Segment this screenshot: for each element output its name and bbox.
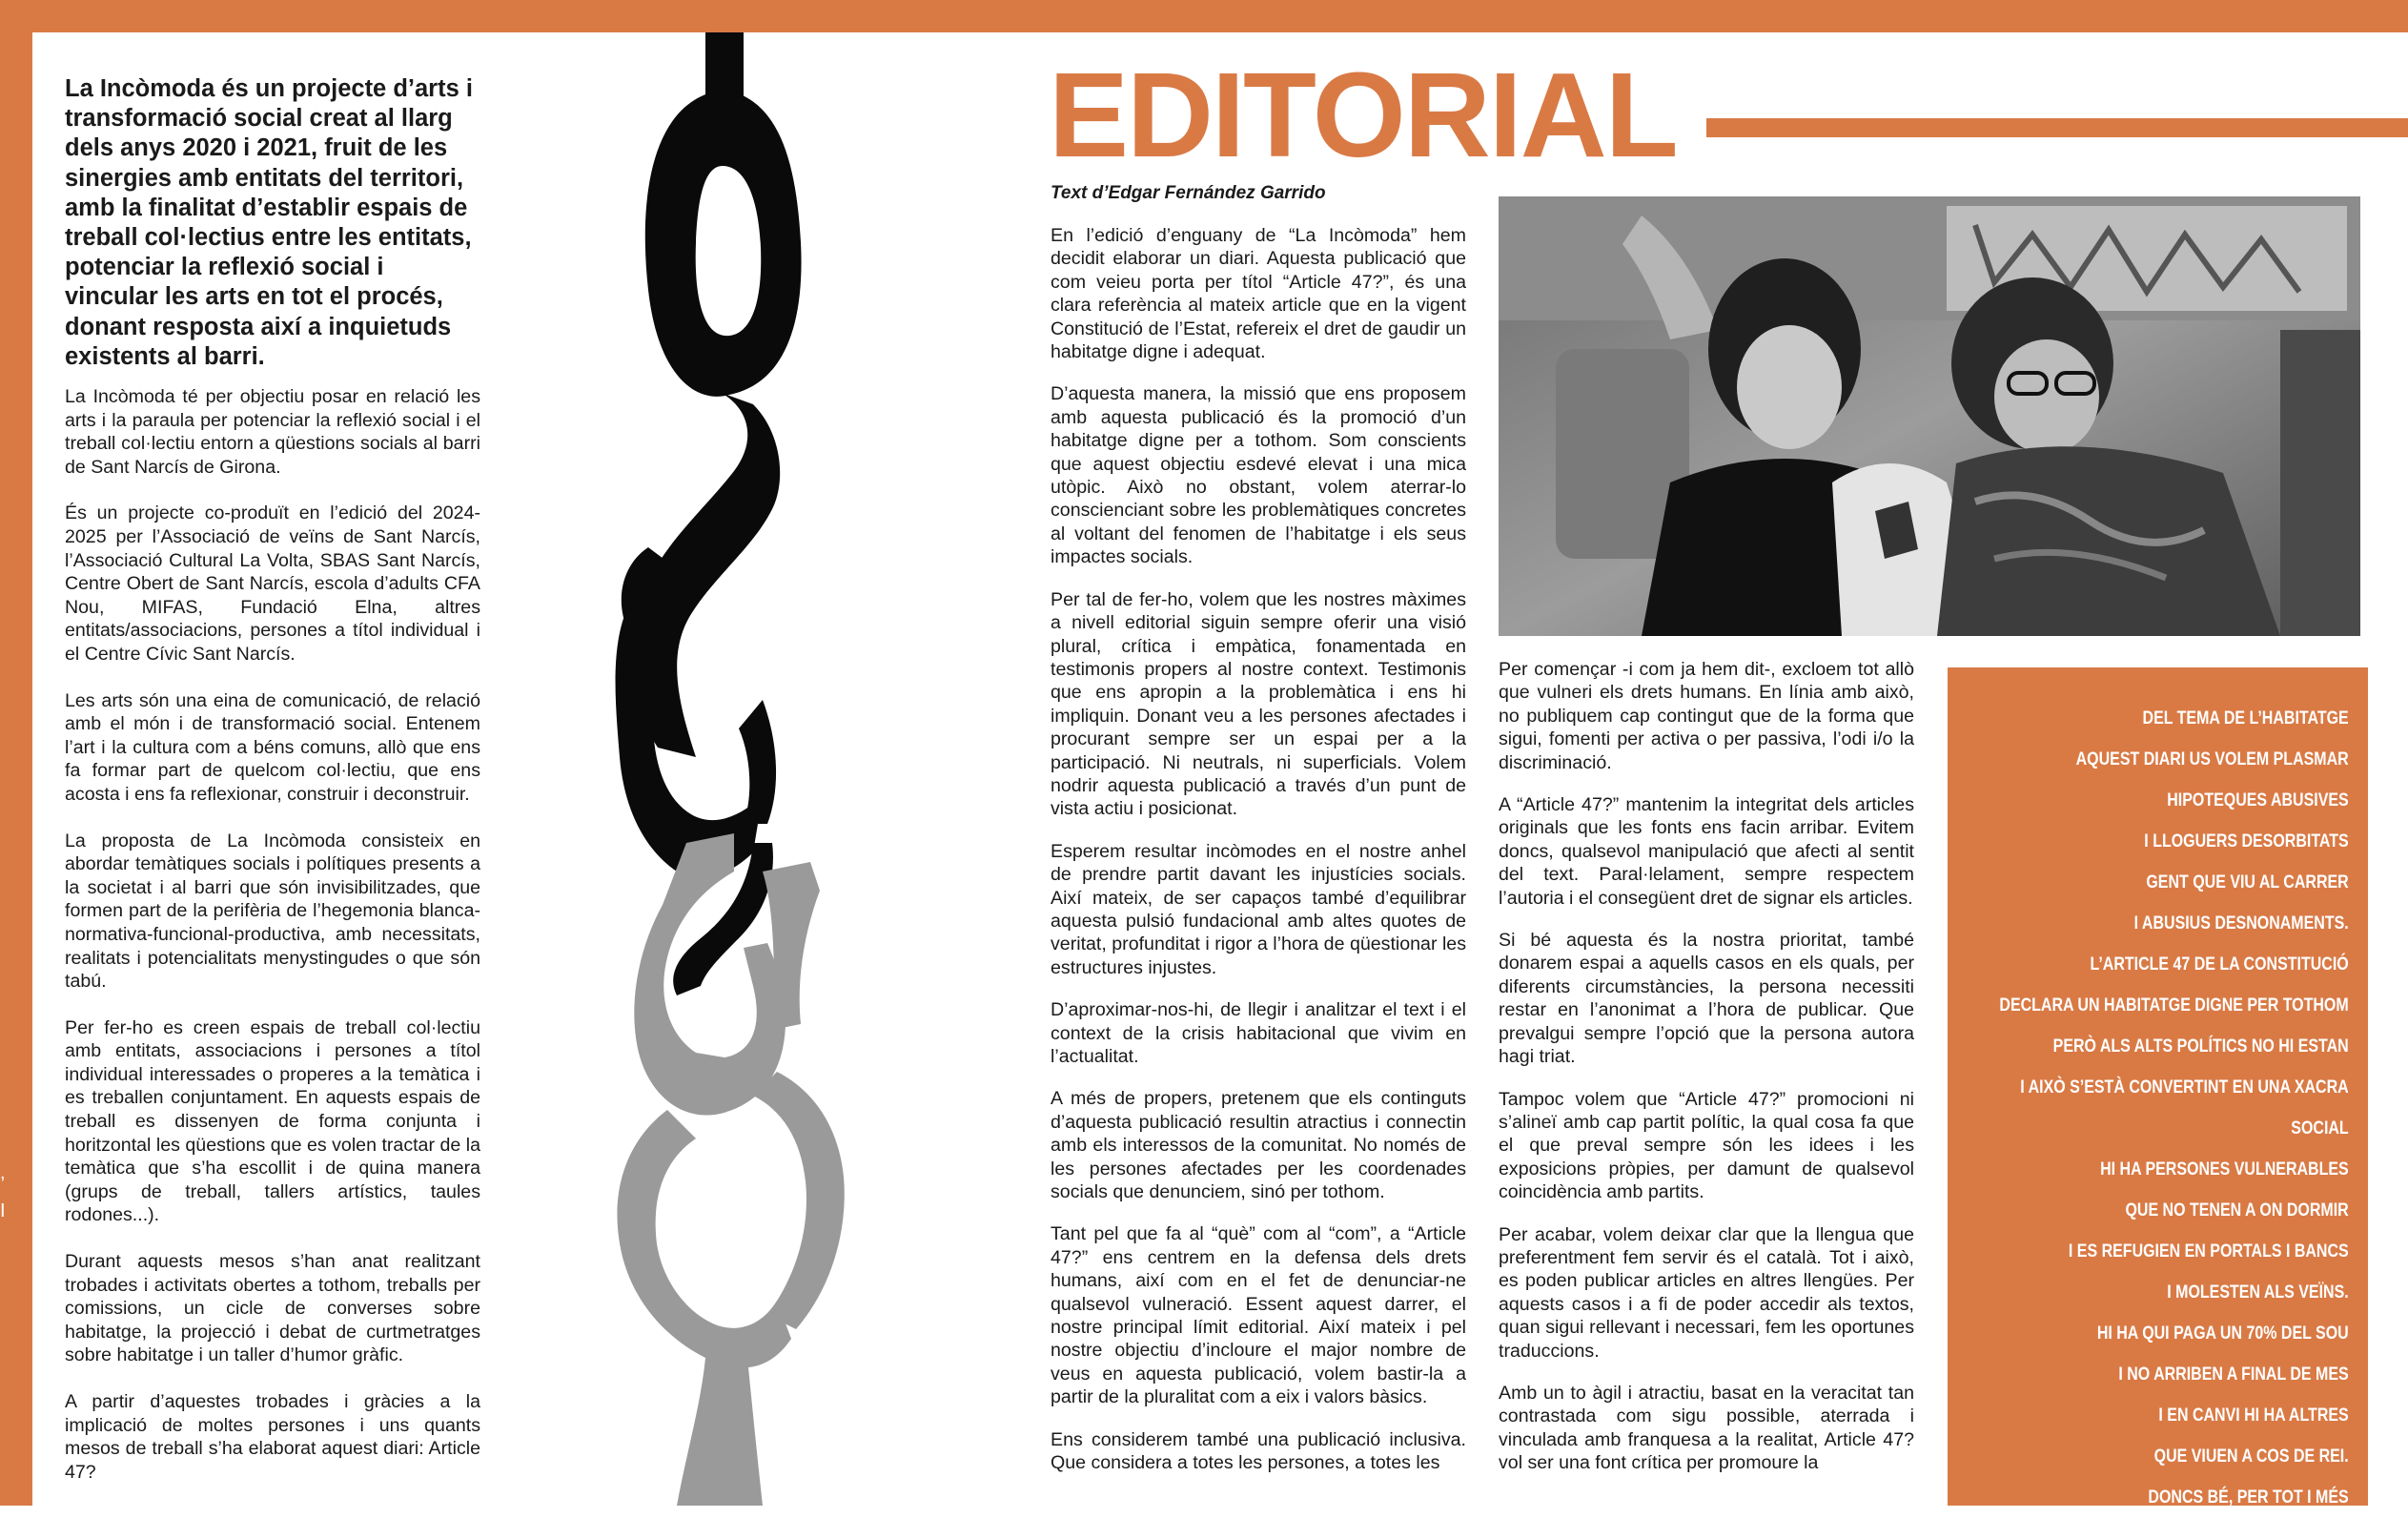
editorial-paragraph: D’aproximar-nos-hi, de llegir i analitzar el text i el context de la crisis habitacional que vivim en l’actualitat.: [1051, 999, 1466, 1067]
title-rule: [1706, 118, 2408, 137]
editorial-column-2: [1499, 658, 1914, 1494]
left-paragraph: Durant aquests mesos s’han anat realitzant trobades i activitats obertes a tothom, treballs per comissions, un cicle de converses sobre habitatge, la projecció i debat de curtmetratges sobre habitatge i un taller d’humor gràfic.: [65, 1251, 480, 1366]
editorial-paragraph: Per acabar, volem deixar clar que la llengua que preferentment fem servir és el català. Tot i això, es poden publicar articles en altres llengües. Per aquests casos i a fi de poder accedir als textos, quan sigui rellevant i necessari, fem les oportunes traduccions.: [1499, 1223, 1914, 1362]
left-paragraph: La Incòmoda té per objectiu posar en relació les arts i la paraula per potenciar la reflexió social i el treball col·lectiu entorn a qüestions socials al barri de Sant Narcís de Girona.: [65, 386, 480, 478]
sidebar-lines: [1923, 698, 2349, 1518]
edge-marks: [0, 1154, 6, 1230]
left-column: [65, 74, 480, 1507]
editorial-paragraph: Per començar -i com ja hem dit-, excloem tot allò que vulneri els drets humans. En línia amb això, no publiquem cap contingut que de la forma que sigui, fomenti per activa o per passiva, l’odi i/o la discriminació.: [1499, 659, 1914, 773]
sidebar-line: I MOLESTEN ALS VEÏNS.: [2167, 1282, 2349, 1303]
sidebar-line: DECLARA UN HABITATGE DIGNE PER TOTHOM: [1999, 995, 2349, 1015]
editorial-paragraph: Per tal de fer-ho, volem que les nostres màximes a nivell editorial siguin sempre oferir una visió plural, crítica i empàtica, fonamentada en testimonis propers al nostre context. Testimonis que ens apropin a la problemàtica i ens hi impliquin. Donant veu a les persones afectades i procurant sempre ser un espai per a la participació. Ni neutrals, ni superficials. Volem nodrir aquesta publicació a través d’un punt de vista actiu i posicionat.: [1051, 588, 1466, 820]
sidebar-poem: [1948, 667, 2368, 1506]
top-border: [0, 0, 2408, 32]
left-paragraph: Per fer-ho es creen espais de treball col·lectiu amb entitats, associacions i persones a títol individual interessades o properes a la temàtica i es treballen conjuntament. En aquests espais de treball es dissenyen de forma conjunta i horitzontal les qüestions que es volen tractar de la temàtica que s’ha escollit i de quina manera (grups de treball, tallers artístics, taules rodones...).: [65, 1016, 480, 1226]
editorial-paragraph: A més de propers, pretenem que els continguts d’aquesta publicació resultin atractius i connectin amb els interessos de la comunitat. No només de les persones afectades per les coordenades socials que denunciem, sinó per tothom.: [1051, 1088, 1466, 1203]
sidebar-line: SOCIAL: [2291, 1118, 2349, 1138]
sidebar-line: I ABUSIUS DESNONAMENTS.: [2133, 913, 2349, 933]
editorial-paragraph: Si bé aquesta és la nostra prioritat, també donarem espai a aquells casos en els quals, per diferents circumstàncies, la persona necessiti restar en l’anonimat a l’hora de publicar. Que prevalgui sempre l’opció que la persona autora hagi triat.: [1499, 930, 1914, 1068]
left-paragraph: Les arts són una eina de comunicació, de relació amb el món i de transformació social. Entenem l’art i la cultura com a béns comuns, allò que ens fa formar part de quelcom col·lectiu, que ens acosta i ens fa reflexionar, construir i deconstruir.: [65, 689, 480, 805]
editorial-paragraph: Ens considerem també una publicació inclusiva. Que considera a totes les persones, a totes les: [1051, 1428, 1466, 1474]
sidebar-line: I NO ARRIBEN A FINAL DE MES: [2118, 1364, 2349, 1385]
page-title: EDITORIAL: [1049, 48, 1677, 182]
byline: Text d’Edgar Fernández Garrido: [1051, 183, 1326, 203]
sidebar-line: DEL TEMA DE L’HABITATGE: [2142, 708, 2349, 728]
edge-mark: ,: [0, 1162, 6, 1183]
sidebar-line: L’ARTICLE 47 DE LA CONSTITUCIÓ: [2090, 954, 2349, 974]
sidebar-line: QUE VIUEN A COS DE REI.: [2153, 1446, 2349, 1467]
editorial-paragraph: Tampoc volem que “Article 47?” promocioni ni s’alineï amb cap partit polític, la qual cosa fa que el que preval sempre són les idees i les exposicions pròpies, per damunt de qualsevol coincidència amb partits.: [1499, 1088, 1914, 1203]
sidebar-line: I LLOGUERS DESORBITATS: [2144, 831, 2349, 851]
editorial-column-1: [1051, 224, 1466, 1494]
sidebar-line: HIPOTEQUES ABUSIVES: [2167, 790, 2349, 810]
left-paragraph: La proposta de La Incòmoda consisteix en abordar temàtiques socials i polítiques presents a la societat i al barri que són invisibilitzades, que formen part de la perifèria de l’hegemonia blanca-normativa-funcional-productiva, amb necessitats, realitats i potencialitats menystingudes o que són tabú.: [65, 830, 480, 993]
photo-illustration: [1499, 196, 2360, 636]
sidebar-line: PERÒ ALS ALTS POLÍTICS NO HI ESTAN: [2052, 1036, 2349, 1056]
left-paragraph: És un projecte co-produït en l’edició del 2024-2025 per l’Associació de veïns de Sant Narcís, l’Associació Cultural La Volta, SBAS Sant Narcís, Centre Obert de Sant Narcís, escola d’adults CFA Nou, MIFAS, Fundació Elna, altres entitats/associacions, persones a títol individual i el Centre Cívic Sant Narcís.: [65, 503, 480, 665]
sidebar-line: GENT QUE VIU AL CARRER: [2146, 872, 2349, 892]
chain-illustration: [610, 32, 896, 1506]
sidebar-line: HI HA QUI PAGA UN 70% DEL SOU: [2097, 1323, 2349, 1344]
sidebar-line: HI HA PERSONES VULNERABLES: [2100, 1159, 2349, 1180]
editorial-paragraph: Esperem resultar incòmodes en el nostre anhel de prendre partit davant les injustícies socials. Així mateix, de ser capaços també d’equilibrar aquesta pulsió fundacional amb altes quotes de veritat, profunditat i rigor a l’hora de qüestionar les estructures injustes.: [1051, 840, 1466, 978]
sidebar-line: I ES REFUGIEN EN PORTALS I BANCS: [2069, 1241, 2349, 1262]
editorial-paragraph: En l’edició d’enguany de “La Incòmoda” hem decidit elaborar un diari. Aquesta publicació que com veieu porta per títol “Article 47?”, és una clara referència al mateix article que en la vigent Constitució de l’Estat, refereix el dret de gaudir un habitatge digne i adequat.: [1051, 225, 1466, 363]
edge-mark: I: [0, 1200, 6, 1221]
sidebar-line: QUE NO TENEN A ON DORMIR: [2125, 1200, 2349, 1221]
left-paragraph: A partir d’aquestes trobades i gràcies a la implicació de moltes persones i uns quants mesos de treball s’ha elaborat aquest diari: Article 47?: [65, 1391, 480, 1483]
editorial-paragraph: D’aquesta manera, la missió que ens proposem amb aquesta publicació és la promoció d’un habitatge digne per a tothom. Som conscients que aquest objectiu esdevé elevat i una mica utòpic. Això no obstant, volem aterrar-lo conscienciant sobre les problemàtiques concretes al voltant del fenomen de l’habitatge i els seus impactes socials.: [1051, 383, 1466, 568]
editorial-paragraph: Tant pel que fa al “què” com al “com”, a “Article 47?” ens centrem en la defensa dels drets humans, així com en el fet de denunciar-ne qualsevol vulneració. Essent aquest darrer, el nostre principal límit editorial. Així mateix i pel nostre objectiu d’incloure el major nombre de veus en aquesta publicació, volem bastir-la a partir de la pluralitat com a eix i valors bàsics.: [1051, 1223, 1466, 1408]
sidebar-line: DONCS BÉ, PER TOT I MÉS: [2148, 1487, 2349, 1508]
photo-two-women-sewing: [1499, 196, 2360, 636]
intro-paragraph: La Incòmoda és un projecte d’arts i transformació social creat al llarg dels anys 2020 i 2021, fruit de les sinergies amb entitats del territori, amb la finalitat d’establir espais de treball col·lectius entre les entitats, potenciar la reflexió social i vincular les arts en tot el procés, donant resposta així a inquietuds existents al barri.: [65, 75, 473, 370]
left-border: [0, 0, 32, 1506]
editorial-paragraph: A “Article 47?” mantenim la integritat dels articles originals que les fonts ens facin arribar. Evitem doncs, qualsevol manipulació que afecti al sentit del text. Paral·lelament, sempre respectem l’autoria i el consegüent dret de signar els articles.: [1499, 794, 1914, 909]
sidebar-line: I AIXÒ S’ESTÀ CONVERTINT EN UNA XACRA: [2020, 1077, 2349, 1097]
editorial-paragraph: Amb un to àgil i atractiu, basat en la veracitat tan contrastada com sigu possible, aterrada i vinculada amb franquesa a la realitat, Article 47? vol ser una font crítica per promoure la: [1499, 1382, 1914, 1474]
sidebar-line: AQUEST DIARI US VOLEM PLASMAR: [2075, 749, 2349, 769]
sidebar-line: I EN CANVI HI HA ALTRES: [2158, 1405, 2349, 1426]
